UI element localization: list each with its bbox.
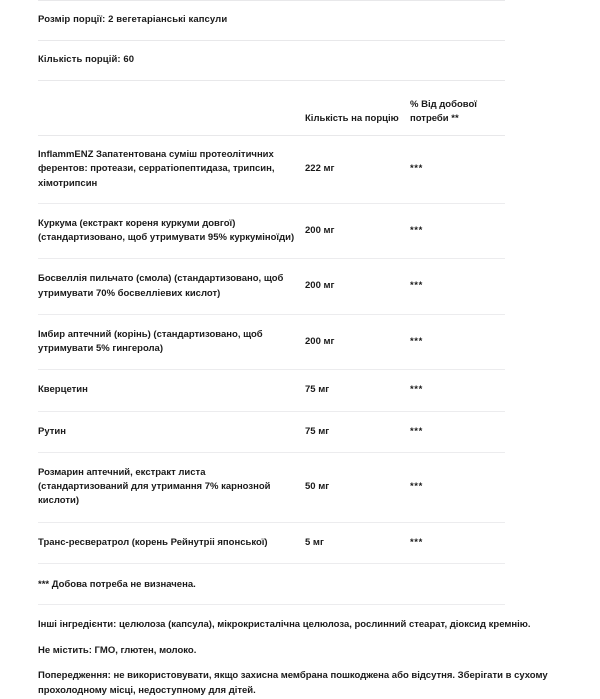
serving-size-row — [38, 1, 505, 40]
ingredient-daily-value: *** — [410, 314, 505, 370]
ingredient-name: InflammENZ Запатентована суміш протеолітичних ферентов: протеази, серратіопептидаза, трипсин, хімотрипсин — [38, 136, 305, 204]
other-ingredients-note: Інші інгредієнти: целюлоза (капсула), мікрокристалічна целюлоза, рослинний стеарат, діоксид кремнію. — [38, 619, 531, 631]
ingredient-name: Транс-ресвератрол (корень Рейнутріі японської) — [38, 522, 305, 563]
ingredient-amount: 200 мг — [305, 259, 410, 315]
notes-section — [38, 605, 548, 699]
servings-per-container-row — [38, 41, 505, 80]
ingredient-amount: 200 мг — [305, 203, 410, 259]
table-row — [38, 411, 505, 452]
free-from-note: Не містить: ГМО, глютен, молоко. — [38, 644, 197, 656]
table-row — [38, 522, 505, 563]
supplement-facts-table — [38, 81, 505, 564]
warning-note: Попередження: не використовувати, якщо захисна мембрана пошкоджена або відсутня. Зберігати в сухому прохолодному місці, недоступному для дітей. — [38, 670, 548, 697]
table-row — [38, 370, 505, 411]
table-row — [38, 203, 505, 259]
ingredient-daily-value: *** — [410, 522, 505, 563]
ingredient-daily-value: *** — [410, 259, 505, 315]
table-header-row — [38, 81, 505, 136]
ingredient-daily-value: *** — [410, 370, 505, 411]
ingredient-amount: 5 мг — [305, 522, 410, 563]
table-row — [38, 314, 505, 370]
daily-value-footnote: *** Добова потреба не визначена. — [38, 578, 196, 590]
table-row — [38, 452, 505, 522]
ingredient-name: Босвеллія пильчато (смола) (стандартизовано, щоб утримувати 70% босвелліевих кислот) — [38, 259, 305, 315]
ingredient-daily-value: *** — [410, 411, 505, 452]
ingredient-amount: 75 мг — [305, 411, 410, 452]
servings-per-container-label: Кількість порцій: 60 — [38, 54, 135, 66]
ingredient-name: Розмарин аптечний, екстракт листа (стандартизований для утримання 7% карнозной кислоти) — [38, 452, 305, 522]
ingredient-name: Кверцетин — [38, 370, 305, 411]
ingredient-amount: 50 мг — [305, 452, 410, 522]
ingredient-amount: 75 мг — [305, 370, 410, 411]
ingredient-name: Куркума (екстракт кореня куркуми довгої) (стандартизовано, щоб утримувати 95% куркуміноїди) — [38, 203, 305, 259]
column-header-ingredient — [38, 81, 305, 136]
ingredient-name: Імбир аптечний (корінь) (стандартизовано, щоб утримувати 5% гингерола) — [38, 314, 305, 370]
ingredient-amount: 222 мг — [305, 136, 410, 204]
ingredient-daily-value: *** — [410, 136, 505, 204]
column-header-daily-value: % Від добової потреби ** — [410, 81, 505, 136]
column-header-amount-per-serving: Кількість на порцію — [305, 81, 410, 136]
table-body — [38, 136, 505, 564]
ingredient-name: Рутин — [38, 411, 305, 452]
ingredient-amount: 200 мг — [305, 314, 410, 370]
table-row — [38, 136, 505, 204]
serving-size-label: Розмір порції: 2 вегетаріанські капсули — [38, 14, 228, 26]
ingredient-daily-value: *** — [410, 203, 505, 259]
table-row — [38, 259, 505, 315]
ingredient-daily-value: *** — [410, 452, 505, 522]
